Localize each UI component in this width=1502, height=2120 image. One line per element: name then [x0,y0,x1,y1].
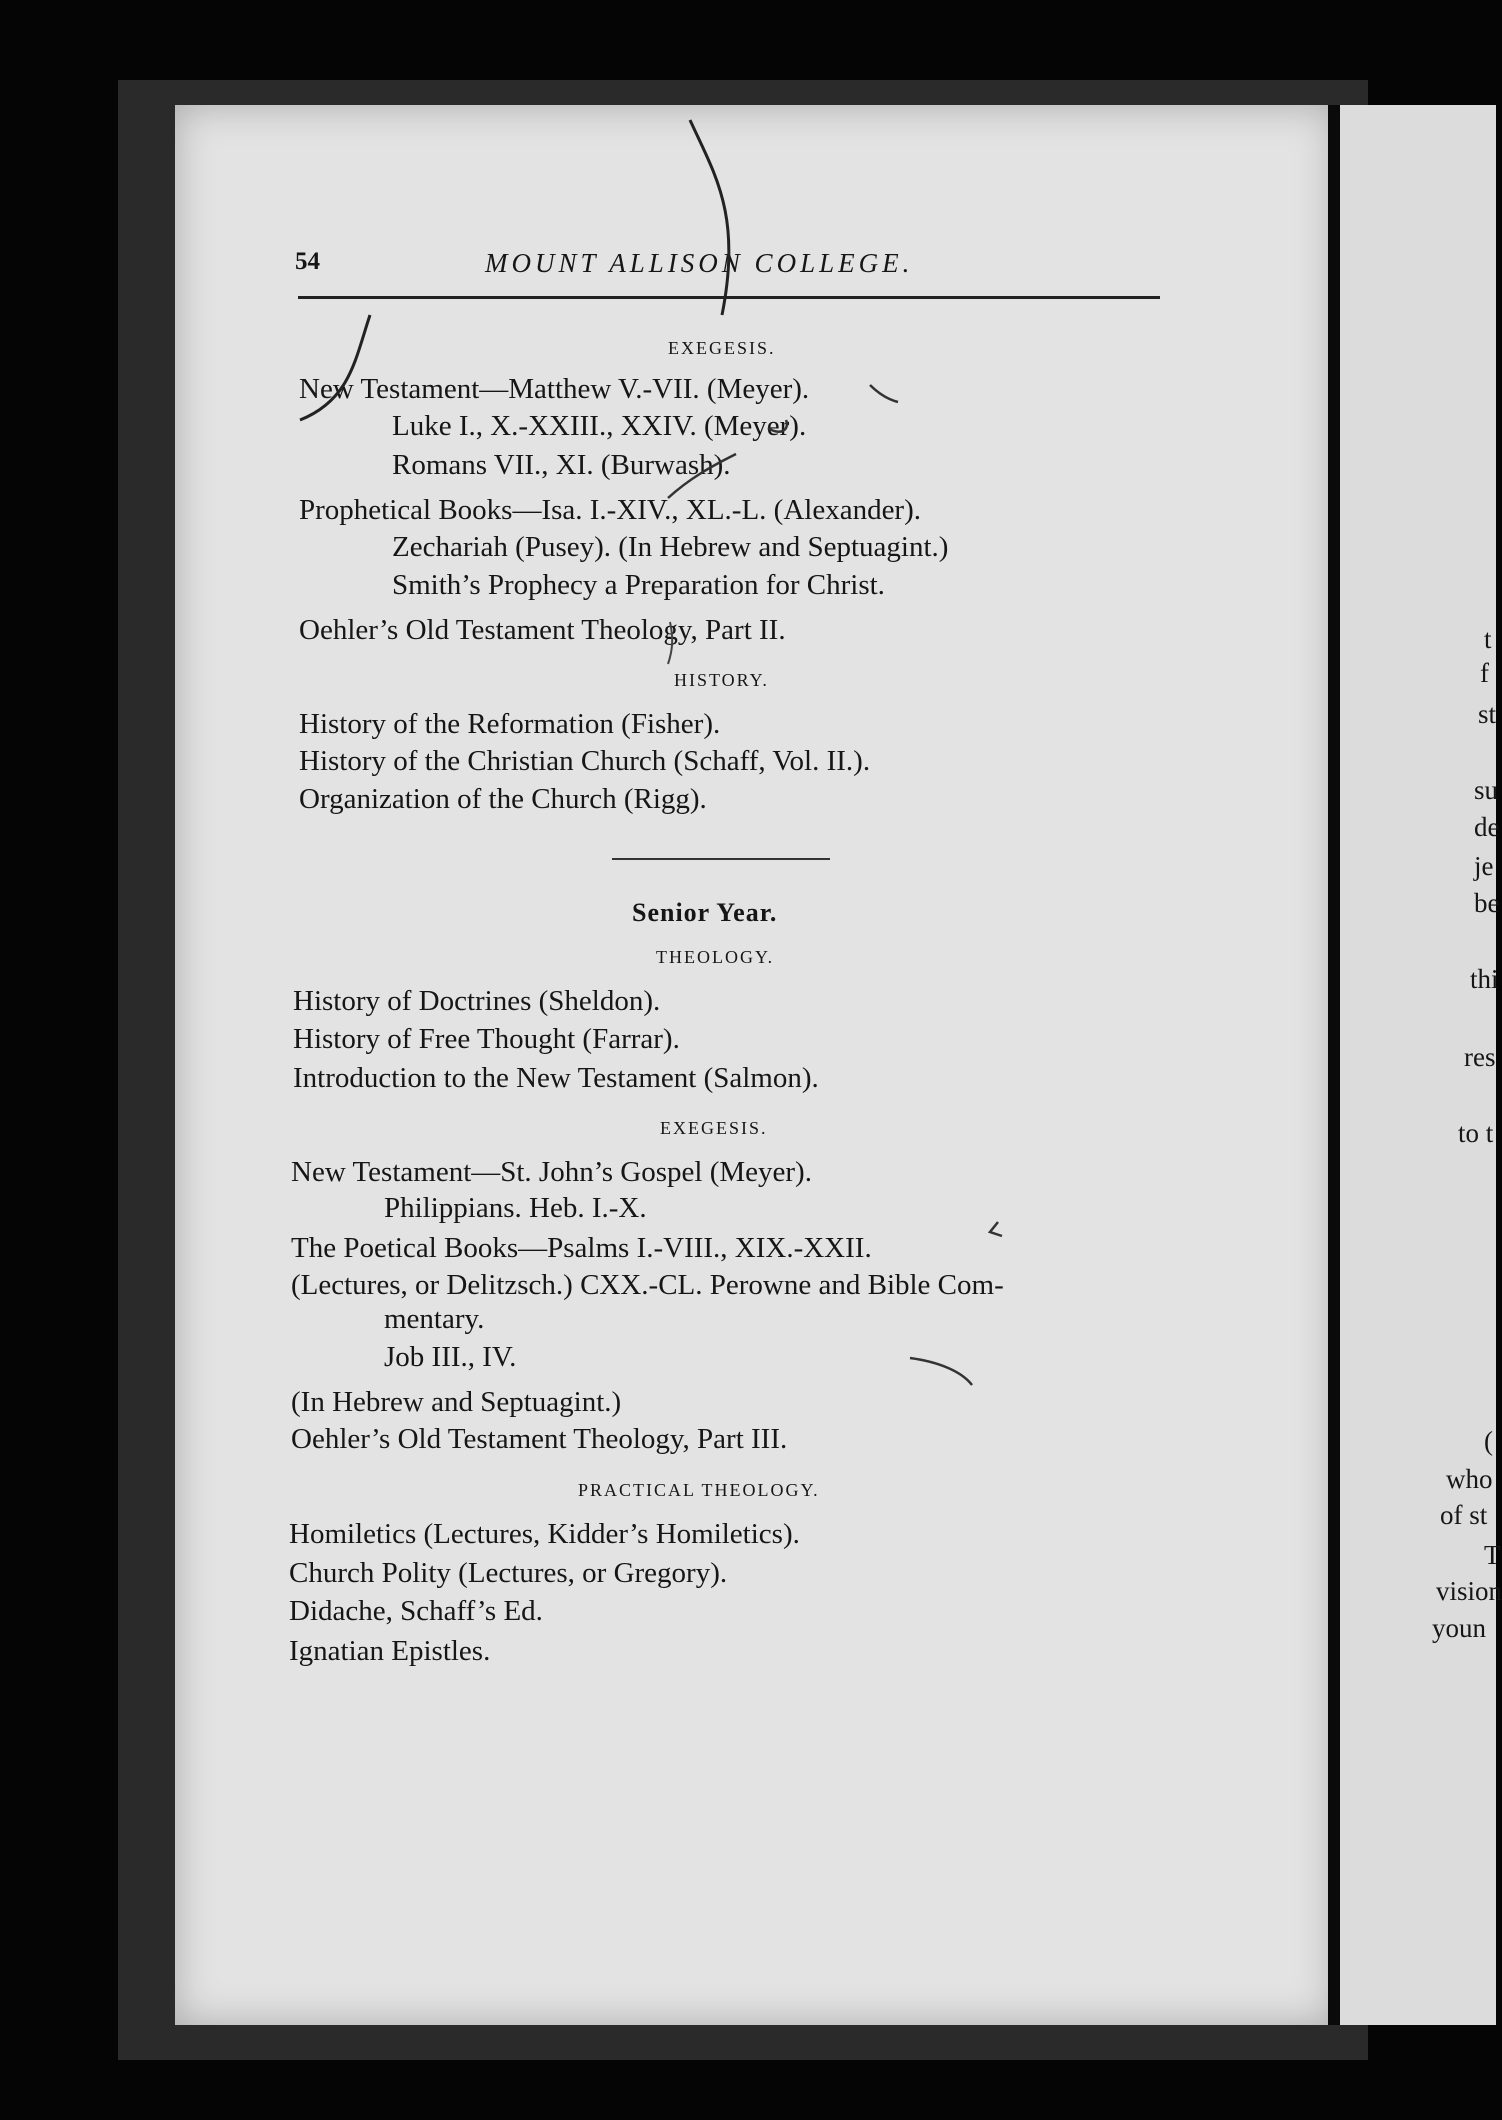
text-line: Luke I., X.-XXIII., XXIV. (Meyer). [392,410,807,442]
text-line: Homiletics (Lectures, Kidder’s Homiletics). [289,1518,800,1550]
text-line: mentary. [384,1303,485,1335]
practical-theology-heading: PRACTICAL THEOLOGY. [578,1480,820,1500]
page-number: 54 [295,248,320,275]
facing-page-fragment: t [1484,624,1492,654]
running-title: MOUNT ALLISON COLLEGE. [485,248,914,278]
facing-page-fragment: res [1464,1042,1496,1072]
facing-page-fragment: f [1480,658,1489,688]
text-line: Philippians. Heb. I.-X. [384,1192,647,1224]
theology-heading: THEOLOGY. [656,947,775,967]
facing-page-fragment: T [1484,1540,1501,1570]
facing-page-fragment: st [1478,699,1497,729]
facing-page-fragment: je [1474,851,1494,881]
facing-page-fragment: vision [1436,1576,1502,1606]
text-line: (In Hebrew and Septuagint.) [291,1386,622,1418]
text-line: History of the Christian Church (Schaff, Vol. II.). [299,745,871,777]
text-line: History of the Reformation (Fisher). [299,708,721,740]
text-line: Oehler’s Old Testament Theology, Part II. [299,614,786,646]
senior-year-title: Senior Year. [632,898,778,927]
facing-page-fragment: of st [1440,1500,1488,1530]
text-line: Job III., IV. [384,1341,517,1373]
facing-page-fragment: de [1474,812,1500,842]
text-line: Romans VII., XI. (Burwash). [392,449,731,481]
text-line: New Testament—Matthew V.-VII. (Meyer). [299,373,810,405]
text-line: New Testament—St. John’s Gospel (Meyer). [291,1156,812,1188]
text-line: Smith’s Prophecy a Preparation for Christ. [392,569,885,601]
exegesis-heading: EXEGESIS. [660,1118,768,1138]
history-heading: HISTORY. [674,670,769,690]
facing-page-fragment: youn [1432,1613,1486,1643]
text-line: The Poetical Books—Psalms I.-VIII., XIX.-XXII. [291,1232,872,1264]
facing-page-fragment: ( [1484,1426,1493,1456]
facing-page-fragment: to t [1458,1118,1494,1148]
text-line: History of Doctrines (Sheldon). [293,985,661,1017]
text-line: (Lectures, or Delitzsch.) CXX.-CL. Perowne and Bible Com- [291,1269,1004,1301]
text-line: Didache, Schaff’s Ed. [289,1595,543,1627]
exegesis-heading: EXEGESIS. [668,338,776,358]
text-line: History of Free Thought (Farrar). [293,1023,680,1055]
facing-page-fragment: be [1474,888,1500,918]
facing-page-fragment: who [1446,1464,1493,1494]
facing-page-fragment: thi [1470,964,1499,994]
text-line: Introduction to the New Testament (Salmon). [293,1062,819,1094]
text-line: Zechariah (Pusey). (In Hebrew and Septuagint.) [392,531,949,563]
facing-page-fragment: su [1474,775,1499,805]
text-line: Church Polity (Lectures, or Gregory). [289,1557,728,1589]
text-line: Oehler’s Old Testament Theology, Part III. [291,1423,788,1455]
text-line: Ignatian Epistles. [289,1635,491,1667]
text-line: Organization of the Church (Rigg). [299,783,707,815]
text-line: Prophetical Books—Isa. I.-XIV., XL.-L. (Alexander). [299,494,921,526]
